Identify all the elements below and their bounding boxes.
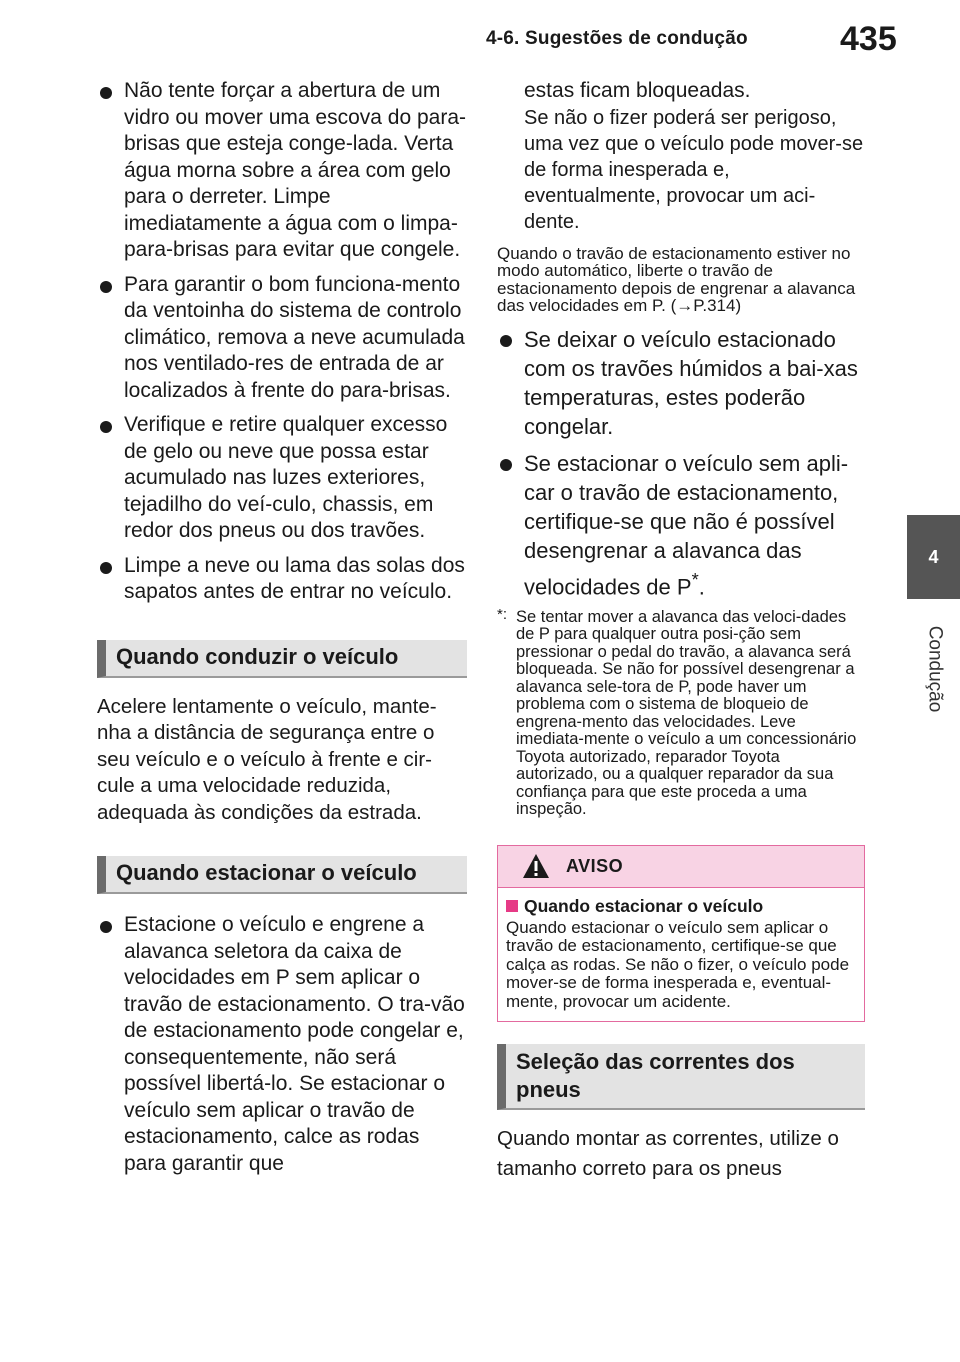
asterisk-mark: * xyxy=(691,568,699,590)
right-column xyxy=(497,78,865,1184)
warning-icon xyxy=(522,853,550,879)
note-paragraph: Quando o travão de estacionamento estiver no modo automático, liberte o travão de estacionamento depois de engrenar a alavanca das velocidades em P. (→P.314) xyxy=(497,243,856,315)
warning-box xyxy=(497,845,865,1023)
list-item: Para garantir o bom funciona-mento da ventoinha do sistema de controlo climático, remova a neve acumulada nos ventilado-res de entrada de ar localizados à frente do para-brisas. xyxy=(97,272,467,405)
footnote xyxy=(497,605,865,819)
heading-chains: Seleção das correntes dos pneus xyxy=(497,1044,865,1110)
square-bullet-icon xyxy=(506,900,518,912)
warning-title: AVISO xyxy=(566,855,624,876)
warning-text: Quando estacionar o veículo sem aplicar o travão de estacionamento, certifique-se que calça as rodas. Se não o fizer, o veículo pode mover-se de forma inesperada e, eventual-mente, provocar um acidente. xyxy=(506,917,850,1011)
left-column xyxy=(97,78,467,1185)
continued-text: estas ficam bloqueadas. xyxy=(524,79,751,102)
list-item: Se estacionar o veículo sem apli-car o travão de estacionamento, certifique-se que não é possível desengrenar a alavanca das velocidades de P*. xyxy=(497,449,865,601)
footnote-mark: *: xyxy=(497,605,508,623)
warning-subtitle: Quando estacionar o veículo xyxy=(506,896,856,917)
heading-parking: Quando estacionar o veículo xyxy=(97,856,467,894)
driving-paragraph: Acelere lentamente o veículo, mante-nha a distância de segurança entre o seu veículo e o veículo à frente e cir-cule a uma velocidade reduzida, adequada às condições da estrada. xyxy=(97,694,437,824)
continued-text-2: Se não o fizer poderá ser perigoso, uma vez que o veículo pode mover-se de forma inesperada e, eventualmente, provocar um aci-dente. xyxy=(524,106,864,233)
list-item: Estacione o veículo e engrene a alavanca seletora da caixa de velocidades em P sem aplicar o travão de estacionamento. O tra-vão de estacionamento pode congelar e, consequentemente, não será possível libertá-lo. Se estacionar o veículo sem aplicar o travão de estacionamento, calce as rodas para garantir que xyxy=(97,912,467,1177)
chapter-number: 4 xyxy=(928,546,939,567)
chapter-tab[interactable] xyxy=(907,515,960,599)
warning-header xyxy=(498,846,864,888)
heading-driving: Quando conduzir o veículo xyxy=(97,640,467,678)
page-number: 435 xyxy=(840,20,897,58)
chapter-label: Condução xyxy=(924,625,945,713)
list-item: Limpe a neve ou lama das solas dos sapatos antes de entrar no veículo. xyxy=(97,553,467,606)
chains-paragraph: Quando montar as correntes, utilize o tamanho correto para os pneus xyxy=(497,1127,839,1181)
section-title: 4-6. Sugestões de condução xyxy=(486,28,748,49)
footnote-text: Se tentar mover a alavanca das veloci-dades de P para qualquer outra posi-ção sem pressionar o pedal do travão, a alavanca será bloqueada. Se não for possível desengrenar a alavanca sele-tora de P, pode haver um problema com o sistema de bloqueio de engrena-mento das velocidades. Leve imediata-mente o veículo a um concessionário Toyota autorizado, reparador Toyota autorizado, ou a qualquer reparador da sua confiança para que este proceda a uma inspeção. xyxy=(516,607,857,819)
list-item: Não tente forçar a abertura de um vidro ou mover uma escova do para-brisas que esteja conge-lada. Verta água morna sobre a área com gelo para o derreter. Limpe imediatamente a água com o limpa-para-brisas para evitar que congele. xyxy=(97,78,467,264)
list-item: Verifique e retire qualquer excesso de gelo ou neve que possa estar acumulado nas luzes exteriores, tejadilho do veí-culo, chassis, em redor dos pneus ou dos travões. xyxy=(97,412,467,545)
list-item: Se deixar o veículo estacionado com os travões húmidos a bai-xas temperaturas, estes poderão congelar. xyxy=(497,325,865,441)
